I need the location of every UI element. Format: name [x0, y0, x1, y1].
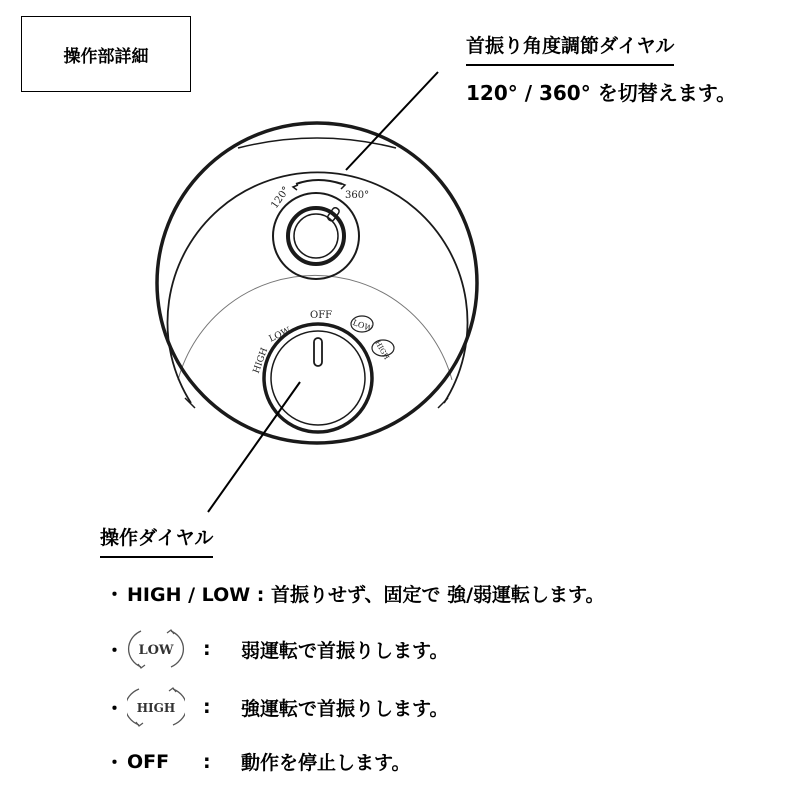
header-box-label: 操作部詳細	[63, 46, 149, 67]
cycle-high-icon	[127, 683, 185, 731]
legend-row-off-key: OFF	[127, 750, 170, 773]
cycle-low-icon	[127, 625, 185, 673]
legend-row-high-low	[105, 580, 605, 607]
dial-label-high: HIGH	[251, 346, 271, 375]
colon: :	[203, 696, 211, 718]
dial-label-off: OFF	[310, 310, 333, 321]
device-body	[157, 123, 477, 443]
bullet: ・	[105, 639, 125, 662]
bullet: ・	[105, 584, 125, 606]
cycle-high-icon-label: HIGH	[136, 701, 176, 715]
legend-row-off-text: 動作を停止します。	[241, 752, 411, 774]
colon: :	[203, 750, 211, 773]
colon: :	[203, 638, 211, 660]
operation-dial-leader-line	[208, 382, 300, 512]
oscillation-dial-leader-line	[346, 72, 438, 170]
scale-label-120: 120°	[269, 184, 293, 211]
oscillation-dial-title: 首振り角度調節ダイヤル	[466, 31, 674, 66]
operation-dial-title: 操作ダイヤル	[100, 523, 213, 558]
bullet: ・	[105, 752, 125, 774]
dial-label-low: LOW	[267, 325, 293, 345]
dial-label-cycle-high: HIGH	[373, 339, 391, 362]
legend-row-low-cycle-text: 弱運転で首振りします。	[241, 639, 449, 662]
oscillation-dial-description: 120° / 360° を切替えます。	[466, 81, 737, 105]
bullet: ・	[105, 697, 125, 720]
legend-row-low-cycle	[105, 624, 448, 674]
cycle-low-icon-label: LOW	[138, 643, 174, 658]
legend-row-high-cycle	[105, 682, 448, 732]
legend-row-high-cycle-text: 強運転で首振りします。	[241, 697, 449, 720]
legend-row-high-low-text: HIGH / LOW : 首振りせず、固定で 強/弱運転します。	[127, 584, 605, 606]
legend-row-off	[105, 748, 410, 775]
dial-label-cycle-low: LOW	[351, 318, 374, 334]
scale-label-360: 360°	[345, 190, 370, 201]
